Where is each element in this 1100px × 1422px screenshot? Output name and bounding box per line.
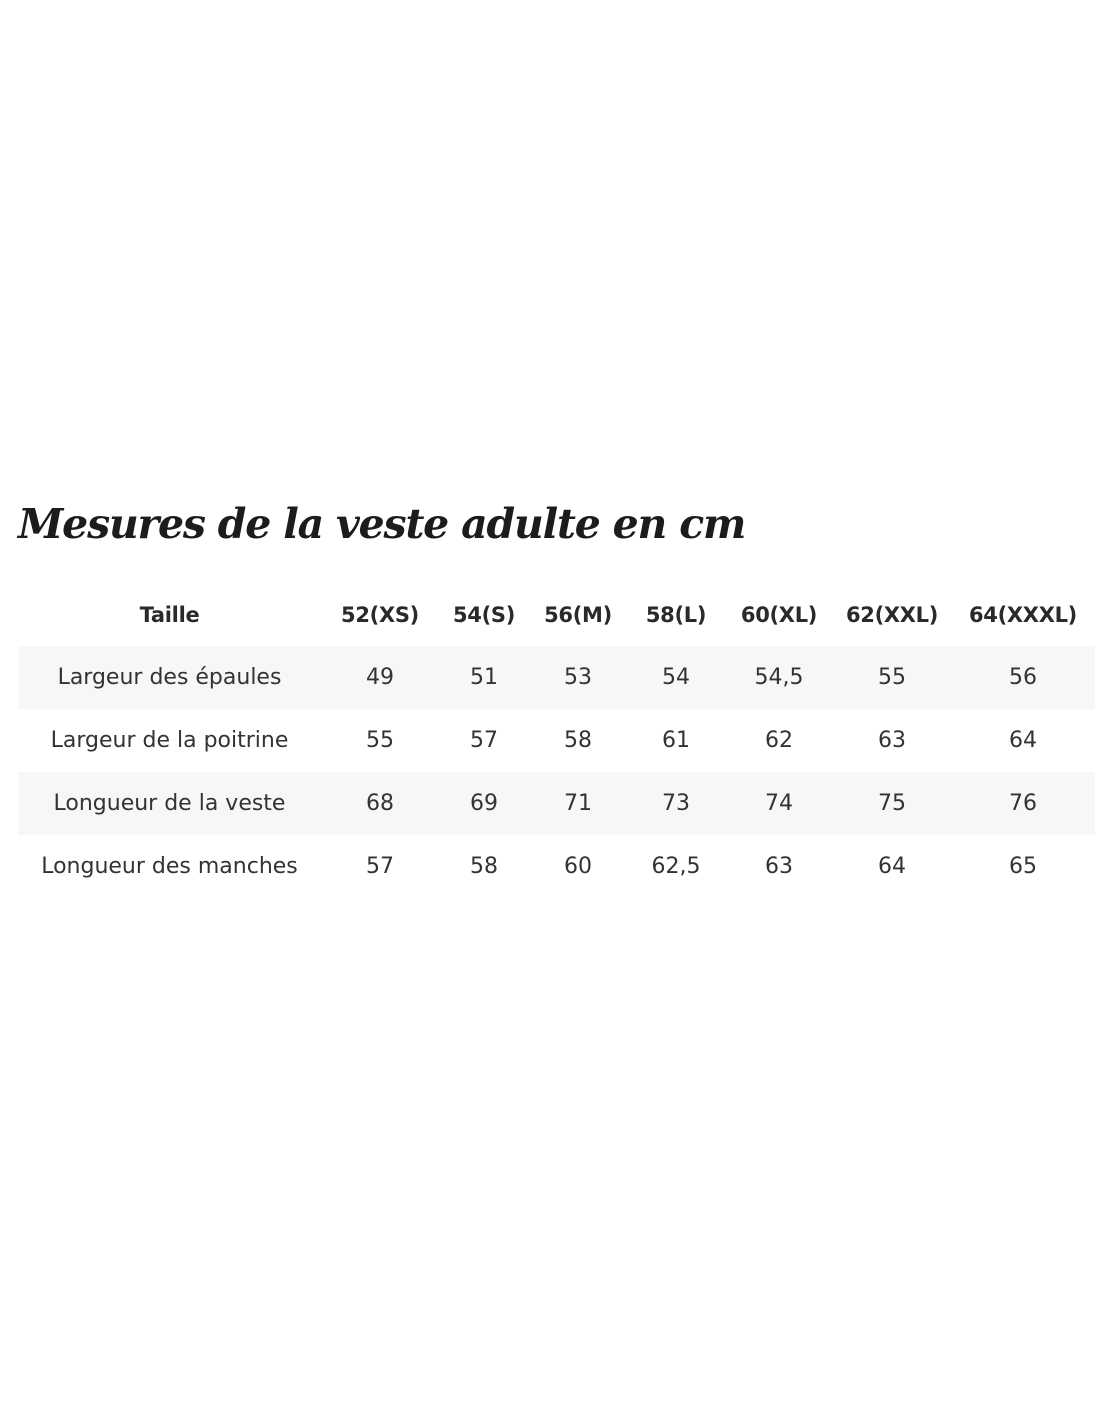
table-cell: 63 <box>765 854 793 879</box>
table-row <box>18 646 1095 709</box>
row-label: Longueur de la veste <box>18 772 321 835</box>
table-cell: 53 <box>529 646 627 709</box>
table-header-row <box>18 584 1095 646</box>
table-cell: 49 <box>321 646 439 709</box>
table-cell: 71 <box>529 772 627 835</box>
table-cell: 63 <box>878 728 906 753</box>
table-cell: 55 <box>366 728 394 753</box>
table-cell: 58 <box>564 728 592 753</box>
size-chart-table <box>18 584 1095 898</box>
table-cell: 64 <box>1009 728 1037 753</box>
header-taille: Taille <box>139 603 200 627</box>
header-size: 62(XXL) <box>845 603 939 627</box>
table-cell: 62 <box>765 728 793 753</box>
header-size: 54(S) <box>452 603 516 627</box>
table-cell: 54,5 <box>725 646 833 709</box>
table-cell: 73 <box>627 772 725 835</box>
table-cell: 76 <box>951 772 1095 835</box>
table-cell: 58 <box>470 854 498 879</box>
table-cell: 74 <box>725 772 833 835</box>
table-row <box>18 835 1095 898</box>
header-size: 56(M) <box>544 603 612 627</box>
table-cell: 60 <box>564 854 592 879</box>
table-cell: 54 <box>627 646 725 709</box>
table-cell: 64 <box>878 854 906 879</box>
header-size: 52(XS) <box>341 603 419 627</box>
table-cell: 69 <box>439 772 529 835</box>
page-title: Mesures de la veste adulte en cm <box>18 500 746 548</box>
header-size: 64(XXXL) <box>969 603 1077 627</box>
table-cell: 55 <box>833 646 951 709</box>
header-size: 60(XL) <box>740 603 818 627</box>
table-cell: 68 <box>321 772 439 835</box>
row-label: Largeur des épaules <box>18 646 321 709</box>
table-cell: 65 <box>1009 854 1037 879</box>
row-label: Largeur de la poitrine <box>50 728 289 753</box>
table-row <box>18 772 1095 835</box>
table-cell: 56 <box>951 646 1095 709</box>
header-size: 58(L) <box>645 603 707 627</box>
table-cell: 75 <box>833 772 951 835</box>
table-cell: 61 <box>662 728 690 753</box>
table-cell: 57 <box>366 854 394 879</box>
row-label: Longueur des manches <box>41 854 298 879</box>
table-cell: 51 <box>439 646 529 709</box>
table-cell: 57 <box>470 728 498 753</box>
table-cell: 62,5 <box>651 854 701 879</box>
table-row <box>18 709 1095 772</box>
